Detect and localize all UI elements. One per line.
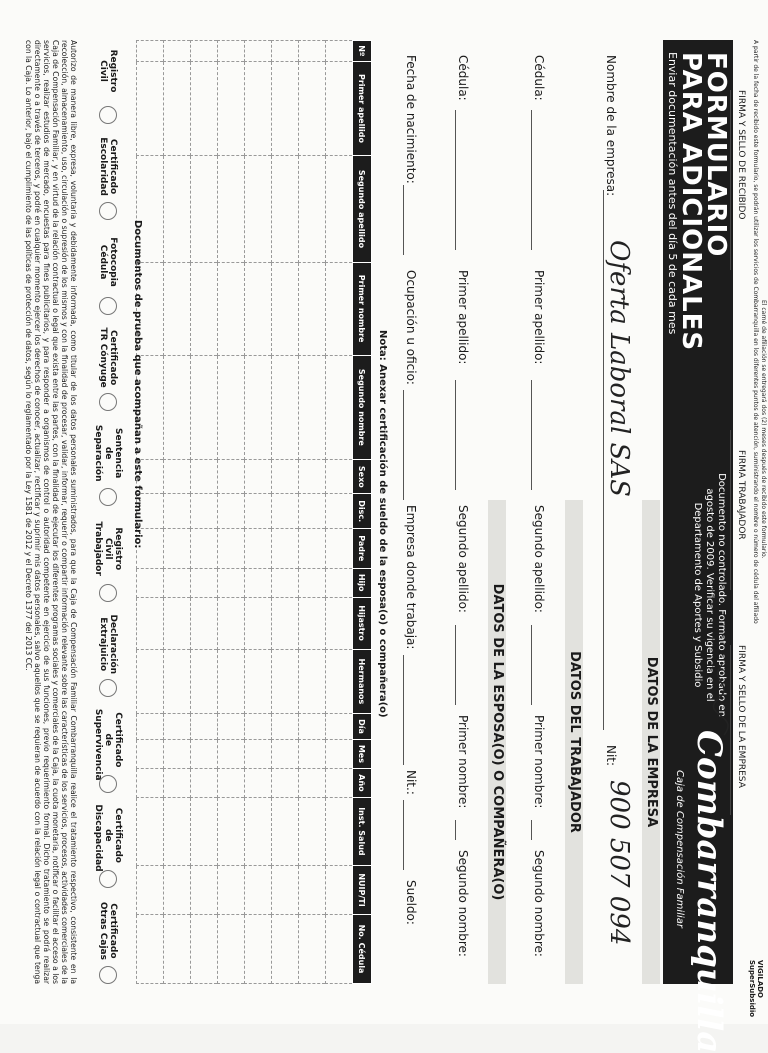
table-cell[interactable] (272, 739, 299, 769)
table-cell[interactable] (164, 597, 191, 649)
esposa-primer-apellido-label: Primer apellido: (456, 270, 470, 365)
esposa-segundo-nombre-label: Segundo nombre: (456, 850, 470, 957)
doc-check-label: Sentencia de Separación (93, 424, 123, 482)
table-cell[interactable] (245, 355, 272, 460)
table-cell[interactable] (191, 41, 218, 62)
table-cell[interactable] (245, 649, 272, 714)
table-cell[interactable] (299, 649, 326, 714)
table-col-header: Padre (353, 528, 372, 568)
section-trabajador: DATOS DEL TRABAJADOR (565, 500, 583, 984)
table-cell[interactable] (272, 156, 299, 262)
table-cell[interactable] (218, 494, 245, 528)
table-cell[interactable] (164, 568, 191, 597)
control-note: Documento no controlado. Formato aprobado en agosto de 2009. Verificar su vigencia en el Departamento de Aportes y Subsidio (692, 473, 727, 717)
legal-authorization: Autorizo de manera libre, expresa, voluntaria y debidamente informada, como titular de los datos personales suministrados, para que la Caja de Compensación Familiar Combarranquilla realice el tratamiento respectivo, consistente en la recolección, almacenamiento, uso, circulación o supresión de los mismos y con la finalidad de procesar, validar, informar, requerir o compartir información relevante sobre las características de los servicios, procesos, actividades comerciales de la Caja de Compensación Familiar, y en virtud de la relación contractual o legal que exista entre las partes, con la finalidad de ejecutar los diferentes programas sociales y comerciales de la Caja, la cuota monetaria, notificar o facilitar el acceso a los servicios, realizar estudios de mercado, encuestas para fines publicitarios, y para responder a organismos de control o autoridad competente en ejercicio de sus funciones, previo requerimiento formal. Dicho tratamiento se podrá realizar directamente o a través de terceros, y podré en cualquier momento ejercer los derechos de conocer, actualizar, rectificar y suprimir mis datos personales, salvo aquellos que se requieran de acuerdo con la relación legal o contractual que tenga con la Caja. Lo anterior, bajo el cumplimiento de las políticas de protección de datos, según lo reglamentado por la Ley 1581 de 2012 y el Decreto 1377 del 2013 CC. (24, 40, 78, 984)
table-cell[interactable] (164, 915, 191, 984)
table-col-header: Disc. (353, 494, 372, 528)
brand-logo: Combarranquilla (689, 730, 729, 1053)
table-col-header: Mes (353, 739, 372, 769)
trabajador-segundo-apellido-label: Segundo apellido: (532, 505, 546, 613)
table-body (137, 41, 353, 984)
table-cell[interactable] (299, 797, 326, 865)
radio-circle-icon[interactable] (99, 679, 117, 697)
table-cell[interactable] (218, 739, 245, 769)
table-row (218, 41, 245, 984)
table-col-header: No. Cédula (353, 915, 372, 984)
radio-circle-icon[interactable] (99, 297, 117, 315)
table-cell[interactable] (245, 262, 272, 355)
table-cell[interactable] (191, 494, 218, 528)
table-col-header: Primer apellido (353, 61, 372, 156)
table-cell[interactable] (218, 61, 245, 156)
doc-check-item[interactable] (93, 40, 123, 124)
table-cell[interactable] (326, 355, 353, 460)
table-row (272, 41, 299, 984)
table-cell[interactable] (245, 866, 272, 915)
trabajador-segundo-nombre-label: Segundo nombre: (532, 850, 546, 957)
signature-label-trabajador: FIRMA TRABAJADOR (736, 450, 746, 540)
table-col-header: Primer nombre (353, 262, 372, 355)
table-cell[interactable] (299, 262, 326, 355)
table-cell[interactable] (272, 262, 299, 355)
table-cell[interactable] (164, 769, 191, 798)
signature-label-recibido: FIRMA Y SELLO DE RECIBIDO (736, 90, 746, 220)
table-cell[interactable] (164, 61, 191, 156)
table-cell[interactable] (164, 649, 191, 714)
table-row (245, 41, 272, 984)
table-cell[interactable] (191, 597, 218, 649)
table-cell[interactable] (326, 797, 353, 865)
table-row (191, 41, 218, 984)
table-cell[interactable] (245, 714, 272, 739)
docs-checklist (93, 40, 123, 984)
table-col-header: Segundo nombre (353, 355, 372, 460)
table-cell[interactable] (272, 494, 299, 528)
doc-check-label: Certificado de Supervivencia (93, 708, 123, 781)
table-cell[interactable] (191, 649, 218, 714)
table-cell[interactable] (218, 915, 245, 984)
table-col-header: Hijo (353, 568, 372, 597)
table-cell[interactable] (164, 866, 191, 915)
trabajador-segundo-apellido-line[interactable] (531, 625, 532, 705)
table-cell[interactable] (272, 528, 299, 568)
table-col-header: NUIP/TI (353, 866, 372, 915)
table-cell[interactable] (164, 262, 191, 355)
docs-title: Documentos de prueba que acompañan a este formulario: (132, 220, 143, 549)
footer-area (700, 0, 768, 1024)
radio-circle-icon[interactable] (99, 775, 117, 793)
table-cell[interactable] (191, 156, 218, 262)
esposa-nit-label: Nit.: (404, 770, 418, 795)
table-cell[interactable] (272, 355, 299, 460)
table-cell[interactable] (164, 494, 191, 528)
table-cell[interactable] (272, 769, 299, 798)
table-cell[interactable] (191, 866, 218, 915)
table-cell[interactable] (299, 494, 326, 528)
table-cell[interactable] (326, 915, 353, 984)
radio-circle-icon[interactable] (99, 584, 117, 602)
table-row (299, 41, 326, 984)
table-cell[interactable] (218, 649, 245, 714)
table-cell[interactable] (191, 355, 218, 460)
table-cell[interactable] (245, 494, 272, 528)
table-cell[interactable] (272, 568, 299, 597)
footer-note-carne: El carné de afiliación se entregará dos (2) meses después de recibido este formulario. (760, 300, 767, 559)
table-cell[interactable] (191, 739, 218, 769)
table-cell[interactable] (164, 156, 191, 262)
table-cell[interactable] (272, 41, 299, 62)
footer-note-services: A partir de la fecha de recibido este formulario, se podrán utilizar los servicios de Combarranquilla en los diferentes puntos de atención, suministrando el nombre o número de cédula del afiliado (752, 40, 759, 624)
table-cell[interactable] (137, 61, 164, 156)
table-cell[interactable] (218, 797, 245, 865)
esposa-cedula-line[interactable] (455, 110, 456, 250)
table-cell[interactable] (191, 262, 218, 355)
trabajador-primer-nombre-line[interactable] (531, 820, 532, 840)
section-esposa: DATOS DE LA ESPOSA(O) O COMPAÑERA(O) (488, 500, 506, 984)
doc-check-item[interactable] (93, 327, 123, 411)
table-cell[interactable] (245, 739, 272, 769)
table-cell[interactable] (191, 61, 218, 156)
table-col-header: Nº (353, 41, 372, 62)
table-header-row (353, 41, 372, 984)
esposa-fecha-nacimiento-label: Fecha de nacimiento: (404, 55, 418, 184)
table-cell[interactable] (137, 714, 164, 739)
esposa-segundo-apellido-line[interactable] (455, 625, 456, 705)
table-cell[interactable] (272, 460, 299, 494)
table-cell[interactable] (326, 61, 353, 156)
esposa-ocupacion-label: Ocupación u oficio: (404, 270, 418, 385)
table-cell[interactable] (218, 460, 245, 494)
table-cell[interactable] (245, 156, 272, 262)
esposa-sueldo-label: Sueldo: (404, 880, 418, 925)
table-cell[interactable] (218, 355, 245, 460)
table-col-header: Hermanos (353, 649, 372, 714)
doc-check-item[interactable] (93, 709, 123, 793)
table-cell[interactable] (137, 41, 164, 62)
table-cell[interactable] (245, 797, 272, 865)
table-cell[interactable] (137, 769, 164, 798)
doc-check-item[interactable] (93, 231, 123, 315)
table-cell[interactable] (164, 528, 191, 568)
table-col-header: Segundo apellido (353, 156, 372, 262)
table-cell[interactable] (218, 156, 245, 262)
doc-check-label: Declaración Extrajuicio (98, 614, 118, 675)
trabajador-primer-nombre-label: Primer nombre: (532, 715, 546, 809)
table-cell[interactable] (218, 866, 245, 915)
doc-check-label: Certificado Otras Cajas (98, 901, 118, 960)
empresa-name-label: Nombre de la empresa: (604, 55, 618, 197)
table-cell[interactable] (164, 739, 191, 769)
nota-certificacion: Nota: Anexar certificación de sueldo de la esposa(o) o compañera(o) (377, 330, 388, 718)
table-cell[interactable] (326, 41, 353, 62)
table-cell[interactable] (191, 769, 218, 798)
brand-subtitle: Caja de Compensación Familiar (674, 770, 685, 928)
table-cell[interactable] (245, 528, 272, 568)
esposa-nit-line[interactable] (403, 800, 404, 870)
table-col-header: Sexo (353, 460, 372, 494)
table-cell[interactable] (245, 568, 272, 597)
doc-check-item[interactable] (93, 900, 123, 984)
trabajador-cedula-label: Cédula: (532, 55, 546, 101)
table-cell[interactable] (326, 714, 353, 739)
section-empresa: DATOS DE LA EMPRESA (642, 500, 660, 984)
table-cell[interactable] (326, 597, 353, 649)
table-cell[interactable] (299, 61, 326, 156)
table-cell[interactable] (218, 262, 245, 355)
radio-circle-icon[interactable] (99, 966, 117, 984)
table-cell[interactable] (326, 866, 353, 915)
doc-check-label: Certificado TR Cónyuge (98, 327, 118, 388)
table-cell[interactable] (326, 156, 353, 262)
table-cell[interactable] (137, 915, 164, 984)
table-cell[interactable] (272, 797, 299, 865)
table-cell[interactable] (245, 769, 272, 798)
table-cell[interactable] (272, 61, 299, 156)
table-cell[interactable] (299, 597, 326, 649)
table-col-header: Día (353, 714, 372, 739)
esposa-cedula-label: Cédula: (456, 55, 470, 101)
table-cell[interactable] (245, 61, 272, 156)
table-cell[interactable] (326, 568, 353, 597)
esposa-empresa-trabajo-label: Empresa donde trabaja: (404, 505, 418, 650)
vigilado-supersubsidio: VIGILADO SuperSubsidio (748, 960, 764, 1018)
table-cell[interactable] (299, 915, 326, 984)
table-cell[interactable] (272, 915, 299, 984)
doc-check-label: Certificado de Discapacidad (93, 804, 123, 872)
radio-circle-icon[interactable] (99, 393, 117, 411)
table-cell[interactable] (191, 460, 218, 494)
table-cell[interactable] (218, 41, 245, 62)
table-cell[interactable] (299, 355, 326, 460)
table-cell[interactable] (137, 866, 164, 915)
esposa-empresa-trabajo-line[interactable] (403, 655, 404, 765)
table-cell[interactable] (272, 866, 299, 915)
table-row (164, 41, 191, 984)
table-cell[interactable] (191, 528, 218, 568)
form-subtitle: Enviar documentación antes del día 5 de cada mes (666, 52, 679, 335)
table-row (326, 41, 353, 984)
table-cell[interactable] (218, 597, 245, 649)
table-col-header: Inst. Salud (353, 797, 372, 865)
table-cell[interactable] (191, 915, 218, 984)
signature-label-empresa: FIRMA Y SELLO DE LA EMPRESA (736, 645, 746, 788)
esposa-ocupacion-line[interactable] (403, 390, 404, 500)
table-cell[interactable] (299, 739, 326, 769)
doc-check-label: Registro Civil Trabajador (93, 521, 123, 576)
table-cell[interactable] (326, 769, 353, 798)
table-cell[interactable] (245, 460, 272, 494)
table-cell[interactable] (137, 597, 164, 649)
empresa-nit-value[interactable]: 900 507 094 (604, 780, 634, 946)
empresa-nit-label: Nit: (604, 745, 618, 767)
table-cell[interactable] (299, 41, 326, 62)
doc-check-item[interactable] (93, 422, 123, 506)
table-cell[interactable] (299, 460, 326, 494)
table-cell[interactable] (164, 355, 191, 460)
table-cell[interactable] (299, 156, 326, 262)
table-cell[interactable] (299, 528, 326, 568)
table-cell[interactable] (191, 568, 218, 597)
table-cell[interactable] (191, 714, 218, 739)
table-cell[interactable] (164, 797, 191, 865)
table-cell[interactable] (245, 597, 272, 649)
table-cell[interactable] (272, 714, 299, 739)
table-cell[interactable] (164, 714, 191, 739)
table-cell[interactable] (191, 797, 218, 865)
doc-check-label: Registro Civil (98, 49, 118, 93)
table-cell[interactable] (245, 915, 272, 984)
doc-check-item[interactable] (93, 518, 123, 602)
beneficiaries-table (136, 40, 372, 984)
trabajador-primer-apellido-label: Primer apellido: (532, 270, 546, 365)
table-col-header: Año (353, 769, 372, 798)
table-cell[interactable] (218, 568, 245, 597)
trabajador-cedula-line[interactable] (531, 110, 532, 250)
table-cell[interactable] (326, 460, 353, 494)
form-title-line2: PARA ADICIONALES (676, 52, 706, 352)
esposa-primer-apellido-line[interactable] (455, 380, 456, 490)
doc-check-label: Fotocopia Cédula (98, 237, 118, 287)
table-cell[interactable] (137, 797, 164, 865)
form-title-line1: FORMULARIO (701, 52, 731, 258)
esposa-primer-nombre-label: Primer nombre: (456, 715, 470, 809)
esposa-primer-nombre-line[interactable] (455, 820, 456, 840)
table-cell[interactable] (326, 739, 353, 769)
table-cell[interactable] (137, 649, 164, 714)
trabajador-primer-apellido-line[interactable] (531, 380, 532, 490)
doc-check-item[interactable] (93, 136, 123, 220)
table-cell[interactable] (326, 262, 353, 355)
esposa-fecha-nacimiento-line[interactable] (403, 185, 404, 255)
table-cell[interactable] (272, 649, 299, 714)
empresa-name-value[interactable]: Oferta Laboral SAS (604, 240, 634, 497)
doc-check-label: Certificado Escolaridad (98, 137, 118, 196)
table-cell[interactable] (137, 568, 164, 597)
table-cell[interactable] (218, 714, 245, 739)
radio-circle-icon[interactable] (99, 488, 117, 506)
table-cell[interactable] (299, 866, 326, 915)
table-cell[interactable] (218, 528, 245, 568)
radio-circle-icon[interactable] (99, 106, 117, 124)
table-cell[interactable] (326, 494, 353, 528)
table-cell[interactable] (245, 41, 272, 62)
table-cell[interactable] (299, 568, 326, 597)
company-signature-scribble (702, 660, 742, 740)
table-cell[interactable] (164, 41, 191, 62)
table-cell[interactable] (218, 769, 245, 798)
radio-circle-icon[interactable] (99, 870, 117, 888)
table-cell[interactable] (299, 769, 326, 798)
table-cell[interactable] (272, 597, 299, 649)
doc-check-item[interactable] (93, 613, 123, 697)
table-cell[interactable] (326, 649, 353, 714)
doc-check-item[interactable] (93, 804, 123, 888)
table-cell[interactable] (299, 714, 326, 739)
table-cell[interactable] (164, 460, 191, 494)
radio-circle-icon[interactable] (99, 202, 117, 220)
table-col-header: Hijastro (353, 597, 372, 649)
esposa-segundo-apellido-label: Segundo apellido: (456, 505, 470, 613)
table-cell[interactable] (137, 739, 164, 769)
table-cell[interactable] (326, 528, 353, 568)
